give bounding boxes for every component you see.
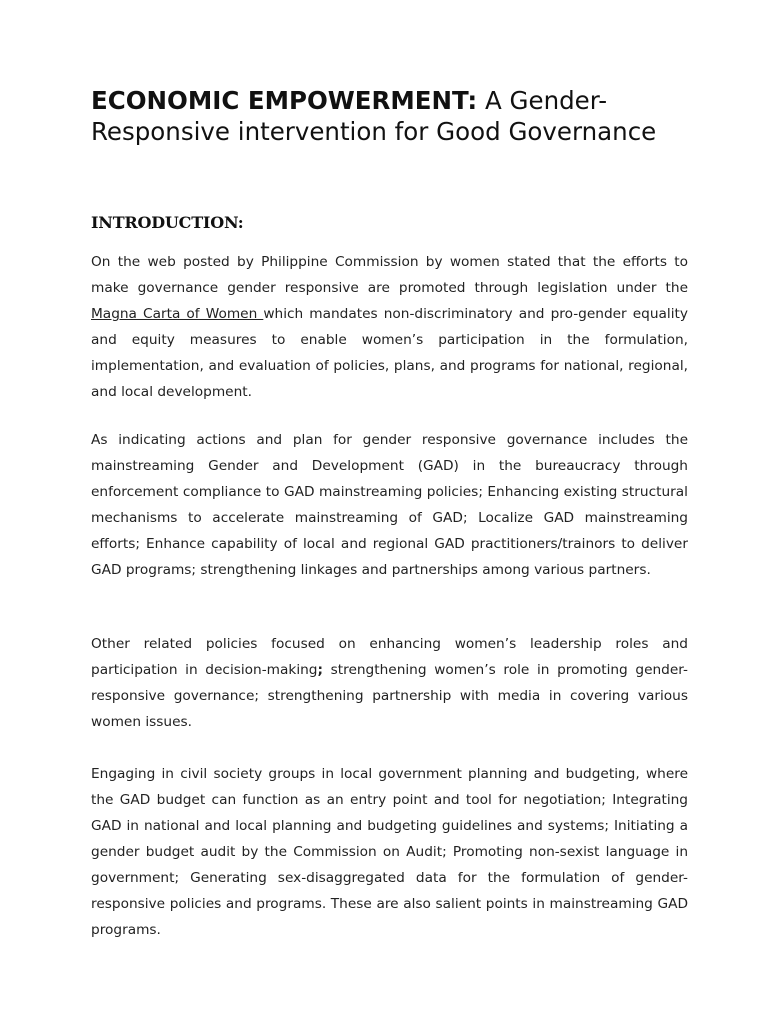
paragraph-1-after-link: which mandates non-discriminatory and pro-gender equality and equity measures to enable women’s participation in the formulation, implementation, and evaluation of policies, plans, and programs for national, regional, and local development. xyxy=(91,306,688,400)
title-rest: A Gender-Responsive intervention for Good Governance xyxy=(91,86,657,146)
paragraph-3-bold-semicolon: ; xyxy=(317,662,323,678)
title-bold-part: ECONOMIC EMPOWERMENT: xyxy=(91,86,478,115)
paragraph-1 xyxy=(91,249,688,405)
paragraph-3-before: Other related policies focused on enhancing women’s leadership roles and participation in decision-making xyxy=(91,636,688,678)
paragraph-1-before-link: On the web posted by Philippine Commission by women stated that the efforts to make governance gender responsive are promoted through legislation under the xyxy=(91,254,688,296)
magna-carta-link[interactable]: Magna Carta of Women xyxy=(91,306,264,322)
paragraph-3 xyxy=(91,631,688,735)
paragraph-4: Engaging in civil society groups in local government planning and budgeting, where the GAD budget can function as an entry point and tool for negotiation; Integrating GAD in national and local planning and budgeting guidelines and systems; Initiating a gender budget audit by the Commission on Audit; Promoting non-sexist language in government; Generating sex-disaggregated data for the formulation of gender-responsive policies and programs. These are also salient points in mainstreaming GAD programs. xyxy=(91,766,688,938)
paragraph-2: As indicating actions and plan for gender responsive governance includes the mainstreaming Gender and Development (GAD) in the bureaucracy through enforcement compliance to GAD mainstreaming policies; Enhancing existing structural mechanisms to accelerate mainstreaming of GAD; Localize GAD mainstreaming efforts; Enhance capability of local and regional GAD practitioners/trainors to deliver GAD programs; strengthening linkages and partnerships among various partners. xyxy=(91,432,688,578)
paragraph-3-after: strengthening women’s role in promoting gender-responsive governance; strengthening partnership with media in covering various women issues. xyxy=(91,662,688,730)
document-title xyxy=(91,85,711,147)
introduction-heading: INTRODUCTION: xyxy=(91,213,244,232)
